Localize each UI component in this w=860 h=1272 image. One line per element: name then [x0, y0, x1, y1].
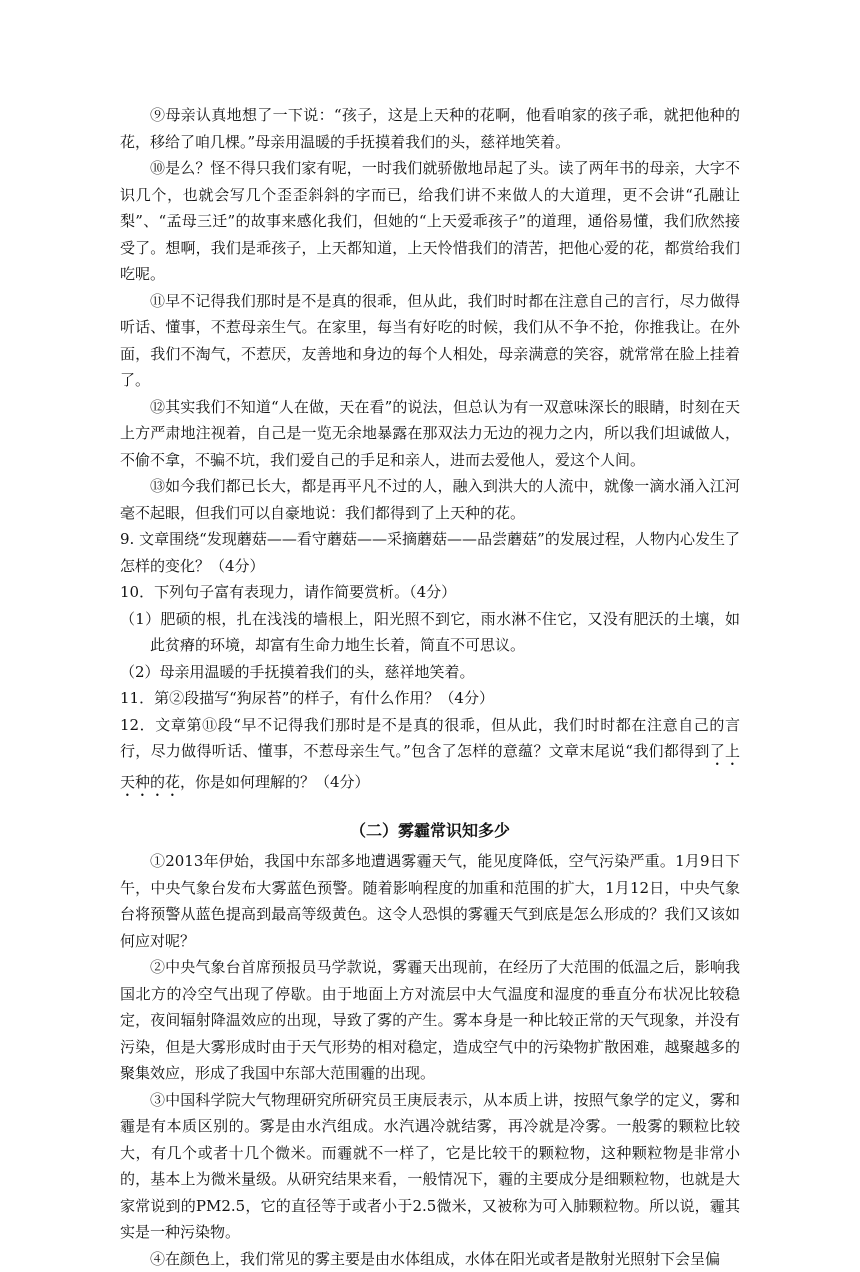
question-10-item-2: （2）母亲用温暖的手抚摸着我们的头，慈祥地笑着。 [120, 659, 740, 686]
section-paragraph-2: ②中央气象台首席预报员马学款说，雾霾天出现前，在经历了大范围的低温之后，影响我国北方的冷空气出现了停歇。由于地面上方对流层中大气温度和湿度的垂直分布状况比较稳定，夜间辐射降温效应的出现，导致了雾的产生。雾本身是一种比较正常的天气现象，并没有污染，但是大雾形成时由于天气形势的相对稳定，造成空气中的污染物扩散困难，越聚越多的聚集效应，形成了我国中东部大范围霾的出现。 [120, 954, 740, 1087]
story-paragraph-13: ⑬如今我们都已长大，都是再平凡不过的人，融入到洪大的人流中，就像一滴水涌入江河毫不起眼，但我们可以自豪地说：我们都得到了上天种的花。 [120, 473, 740, 526]
section-paragraph-4: ④在颜色上，我们常见的雾主要是由水体组成，水体在阳光或者是散射光照射下会呈偏 [120, 1246, 740, 1272]
story-paragraph-12: ⑫其实我们不知道“人在做，天在看”的说法，但总认为有一双意味深长的眼睛，时刻在天上方严肃地注视着，自己是一览无余地暴露在那双法力无边的视力之内，所以我们坦诚做人，不偷不拿，不骗不坑，我们爱自己的手足和亲人，进而去爱他人，爱这个人间。 [120, 394, 740, 474]
section-paragraph-3: ③中国科学院大气物理研究所研究员王庚辰表示，从本质上讲，按照气象学的定义，雾和霾是有本质区别的。雾是由水汽组成。水汽遇冷就结雾，再冷就是冷雾。一般雾的颗粒比较大，有几个或者十几个微米。而霾就不一样了，它是比较干的颗粒物，这种颗粒物是非常小的，基本上为微米量级。从研究结果来看，一般情况下，霾的主要成分是细颗粒物，也就是大家常说到的PM2.5，它的直径等于或者小于2.5微米，又被称为可入肺颗粒物。所以说，霾其实是一种污染物。 [120, 1087, 740, 1246]
section-title: （二）雾霾常识知多少 [120, 816, 740, 846]
question-10-item-1: （1）肥硕的根，扎在浅浅的墙根上，阳光照不到它，雨水淋不住它，又没有肥沃的土壤，如此贫瘠的环境，却富有生命力地生长着，简直不可思议。 [120, 606, 740, 659]
question-12-tail: ，你是如何理解的？（4分） [180, 773, 370, 791]
story-paragraph-11: ⑪早不记得我们那时是不是真的很乖，但从此，我们时时都在注意自己的言行，尽力做得听话、懂事，不惹母亲生气。在家里，每当有好吃的时候，我们从不争不抢，你推我让。在外面，我们不淘气，不惹厌，友善地和身边的每个人相处，母亲满意的笑容，就常常在脸上挂着了。 [120, 288, 740, 394]
question-12-emphasis: 了上天种的花 [120, 742, 740, 791]
question-11: 11．第②段描写“狗尿苔”的样子，有什么作用？（4分） [120, 685, 740, 712]
story-paragraph-9: ⑨母亲认真地想了一下说：“孩子，这是上天种的花啊，他看咱家的孩子乖，就把他种的花，移给了咱几棵。”母亲用温暖的手抚摸着我们的头，慈祥地笑着。 [120, 102, 740, 155]
section-paragraph-1: ①2013年伊始，我国中东部多地遭遇雾霾天气，能见度降低，空气污染严重。1月9日下午，中央气象台发布大雾蓝色预警。随着影响程度的加重和范围的扩大，1月12日，中央气象台将预警从蓝色提高到最高等级黄色。这令人恐惧的雾霾天气到底是怎么形成的？我们又该如何应对呢？ [120, 848, 740, 954]
question-10: 10．下列句子富有表现力，请作简要赏析。（4分） [120, 579, 740, 606]
story-paragraph-10: ⑩是么？怪不得只我们家有呢，一时我们就骄傲地昂起了头。读了两年书的母亲，大字不识几个，也就会写几个歪歪斜斜的字而已，给我们讲不来做人的大道理，更不会讲“孔融让梨”、“孟母三迁”的故事来感化我们，但她的“上天爱乖孩子”的道理，通俗易懂，我们欣然接受了。想啊，我们是乖孩子，上天都知道，上天怜惜我们的清苦，把他心爱的花，都赏给我们吃呢。 [120, 155, 740, 288]
question-9: 9. 文章围绕“发现蘑菇——看守蘑菇——采摘蘑菇——品尝蘑菇”的发展过程，人物内心发生了怎样的变化？（4分） [120, 526, 740, 579]
question-12-text: 12．文章第⑪段“早不记得我们那时是不是真的很乖，但从此，我们时时都在注意自己的言行，尽力做得听话、懂事，不惹母亲生气。”包含了怎样的意蕴？文章末尾说“我们都得到 [120, 716, 740, 761]
question-12 [120, 712, 740, 801]
